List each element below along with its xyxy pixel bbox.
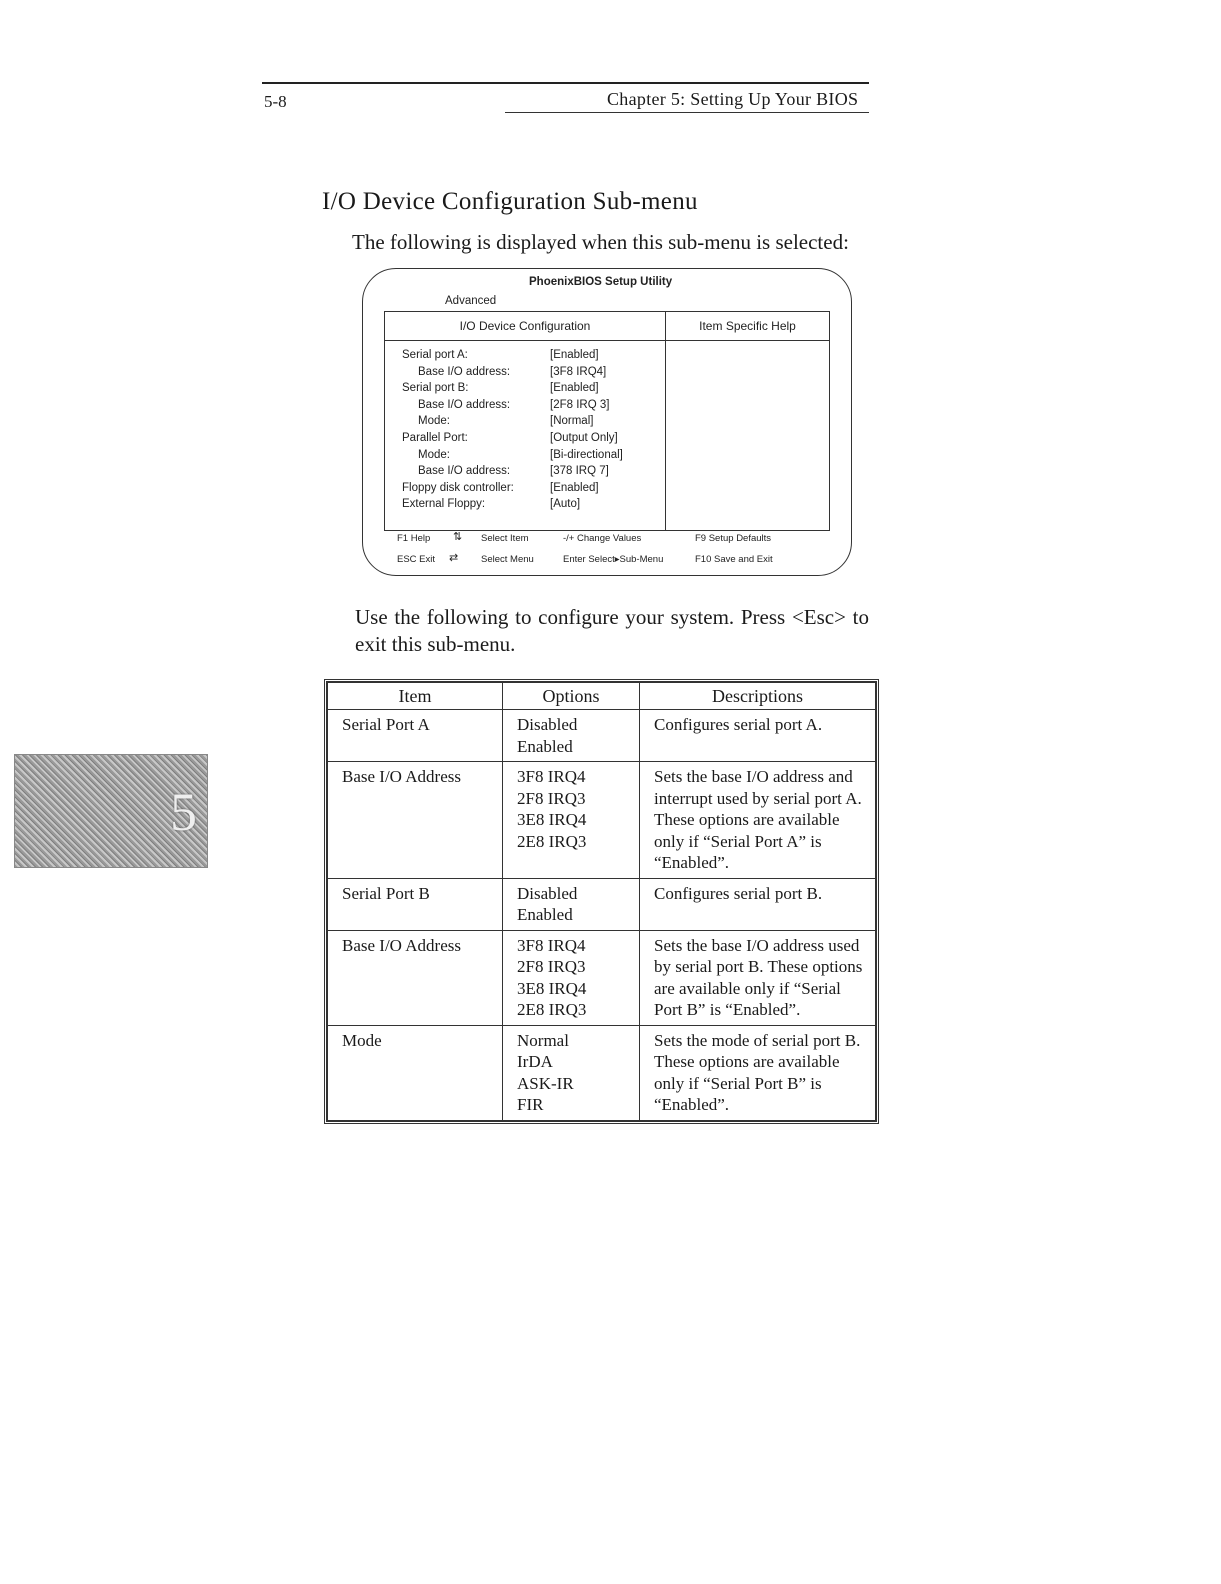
bios-row-value: [2F8 IRQ 3] bbox=[550, 398, 610, 411]
bios-screen bbox=[362, 268, 852, 576]
bios-row-value: [Output Only] bbox=[550, 431, 618, 444]
table-row bbox=[328, 930, 876, 1025]
table-header-row bbox=[328, 683, 876, 710]
header-options: Options bbox=[503, 683, 640, 710]
option-value: Enabled bbox=[517, 905, 573, 924]
bios-settings-list bbox=[402, 349, 664, 515]
up-down-arrow-icon: ⇅ bbox=[453, 531, 463, 543]
table-row bbox=[328, 710, 876, 762]
bios-row-value: [Bi-directional] bbox=[550, 448, 623, 461]
table-row bbox=[328, 1025, 876, 1120]
bios-row bbox=[402, 399, 664, 416]
description-cell: Sets the base I/O address used by serial port B. These options are available only if “Serial Port B” is “Enabled”. bbox=[640, 930, 876, 1025]
intro-text: The following is displayed when this sub-menu is selected: bbox=[352, 230, 849, 254]
bios-row-label: External Floppy: bbox=[402, 498, 486, 511]
option-value: ASK-IR bbox=[517, 1073, 574, 1093]
chapter-title: Chapter 5: Setting Up Your BIOS bbox=[607, 89, 859, 109]
bios-row-label: Base I/O address: bbox=[418, 465, 511, 478]
bios-change-values: -/+ Change Values bbox=[563, 533, 642, 544]
instruction-paragraph: Use the following to configure your system. Press <Esc> to exit this sub-menu. bbox=[355, 605, 869, 656]
bios-panel bbox=[384, 311, 830, 531]
bios-select-menu: Select Menu bbox=[481, 554, 534, 565]
bios-left-header: I/O Device Configuration bbox=[385, 312, 666, 341]
header-item: Item bbox=[328, 683, 503, 710]
bios-row-value: [Enabled] bbox=[550, 382, 599, 395]
bios-row-label: Base I/O address: bbox=[418, 398, 511, 411]
bios-row-label: Serial port A: bbox=[402, 349, 468, 361]
bios-esc-exit: ESC Exit bbox=[397, 554, 436, 565]
option-value: 2E8 IRQ3 bbox=[517, 831, 587, 851]
table-row bbox=[328, 762, 876, 879]
bios-row bbox=[402, 482, 664, 499]
bios-row-label: Mode: bbox=[418, 415, 450, 428]
options-cell bbox=[503, 930, 640, 1025]
header-descriptions: Descriptions bbox=[640, 683, 876, 710]
option-value: 3F8 IRQ4 bbox=[517, 767, 586, 786]
item-cell: Mode bbox=[328, 1025, 503, 1120]
bios-row bbox=[402, 432, 664, 449]
options-cell bbox=[503, 710, 640, 762]
bios-row bbox=[402, 498, 664, 515]
bios-divider bbox=[665, 340, 666, 530]
header-rule bbox=[262, 82, 869, 84]
option-value: Enabled bbox=[517, 736, 573, 756]
description-cell: Configures serial port B. bbox=[640, 878, 876, 930]
description-cell: Configures serial port A. bbox=[640, 710, 876, 762]
option-value: FIR bbox=[517, 1095, 544, 1114]
left-right-arrow-icon: ⇄ bbox=[449, 552, 459, 564]
option-value: 2E8 IRQ3 bbox=[517, 1000, 587, 1019]
bios-row-label: Parallel Port: bbox=[402, 431, 468, 444]
option-value: Disabled bbox=[517, 715, 578, 734]
bios-row bbox=[402, 465, 664, 482]
bios-row-label: Floppy disk controller: bbox=[402, 481, 514, 494]
bios-row bbox=[402, 366, 664, 383]
bios-row-label: Serial port B: bbox=[402, 382, 469, 395]
bios-tab-advanced: Advanced bbox=[445, 295, 497, 307]
bios-row-value: [Auto] bbox=[550, 498, 581, 511]
option-value: 3E8 IRQ4 bbox=[517, 978, 587, 998]
bios-row-label: Mode: bbox=[418, 448, 450, 461]
bios-enter-submenu: Enter Select▸Sub-Menu bbox=[563, 554, 664, 565]
bios-right-header: Item Specific Help bbox=[666, 312, 829, 341]
bios-row-value: [3F8 IRQ4] bbox=[550, 365, 607, 378]
item-cell: Base I/O Address bbox=[328, 762, 503, 879]
chapter-number: 5 bbox=[170, 782, 197, 842]
description-cell: Sets the base I/O address and interrupt used by serial port A. These options are available only if “Serial Port A” is “Enabled”. bbox=[640, 762, 876, 879]
option-value: Normal bbox=[517, 1030, 569, 1050]
bios-row bbox=[402, 382, 664, 399]
option-value: 3F8 IRQ4 bbox=[517, 935, 586, 955]
chapter-side-tab bbox=[14, 754, 208, 868]
options-cell bbox=[503, 878, 640, 930]
bios-select-item: Select Item bbox=[481, 533, 529, 544]
page-number: 5-8 bbox=[264, 92, 287, 111]
bios-title: PhoenixBIOS Setup Utility bbox=[529, 276, 673, 288]
option-value: 2F8 IRQ3 bbox=[517, 788, 586, 808]
bios-row-value: [Enabled] bbox=[550, 349, 599, 361]
options-table bbox=[324, 679, 879, 1124]
option-value: IrDA bbox=[517, 1052, 553, 1071]
bios-row bbox=[402, 449, 664, 466]
options-cell bbox=[503, 1025, 640, 1120]
bios-row-value: [Normal] bbox=[550, 415, 594, 428]
header-underline bbox=[505, 112, 869, 113]
bios-help-key: F1 Help bbox=[397, 533, 431, 544]
bios-save-exit: F10 Save and Exit bbox=[695, 554, 773, 565]
option-value: 2F8 IRQ3 bbox=[517, 957, 586, 976]
description-cell: Sets the mode of serial port B. These options are available only if “Serial Port B” is “Enabled”. bbox=[640, 1025, 876, 1120]
item-cell: Serial Port B bbox=[328, 878, 503, 930]
section-title: I/O Device Configuration Sub-menu bbox=[322, 188, 698, 215]
item-cell: Serial Port A bbox=[328, 710, 503, 762]
item-cell: Base I/O Address bbox=[328, 930, 503, 1025]
bios-row bbox=[402, 415, 664, 432]
bios-row bbox=[402, 349, 664, 366]
option-value: 3E8 IRQ4 bbox=[517, 810, 587, 829]
bios-row-value: [378 IRQ 7] bbox=[550, 465, 609, 478]
table-row bbox=[328, 878, 876, 930]
bios-setup-defaults: F9 Setup Defaults bbox=[695, 533, 772, 544]
bios-row-value: [Enabled] bbox=[550, 481, 599, 494]
options-cell bbox=[503, 762, 640, 879]
bios-row-label: Base I/O address: bbox=[418, 365, 511, 378]
option-value: Disabled bbox=[517, 883, 578, 903]
